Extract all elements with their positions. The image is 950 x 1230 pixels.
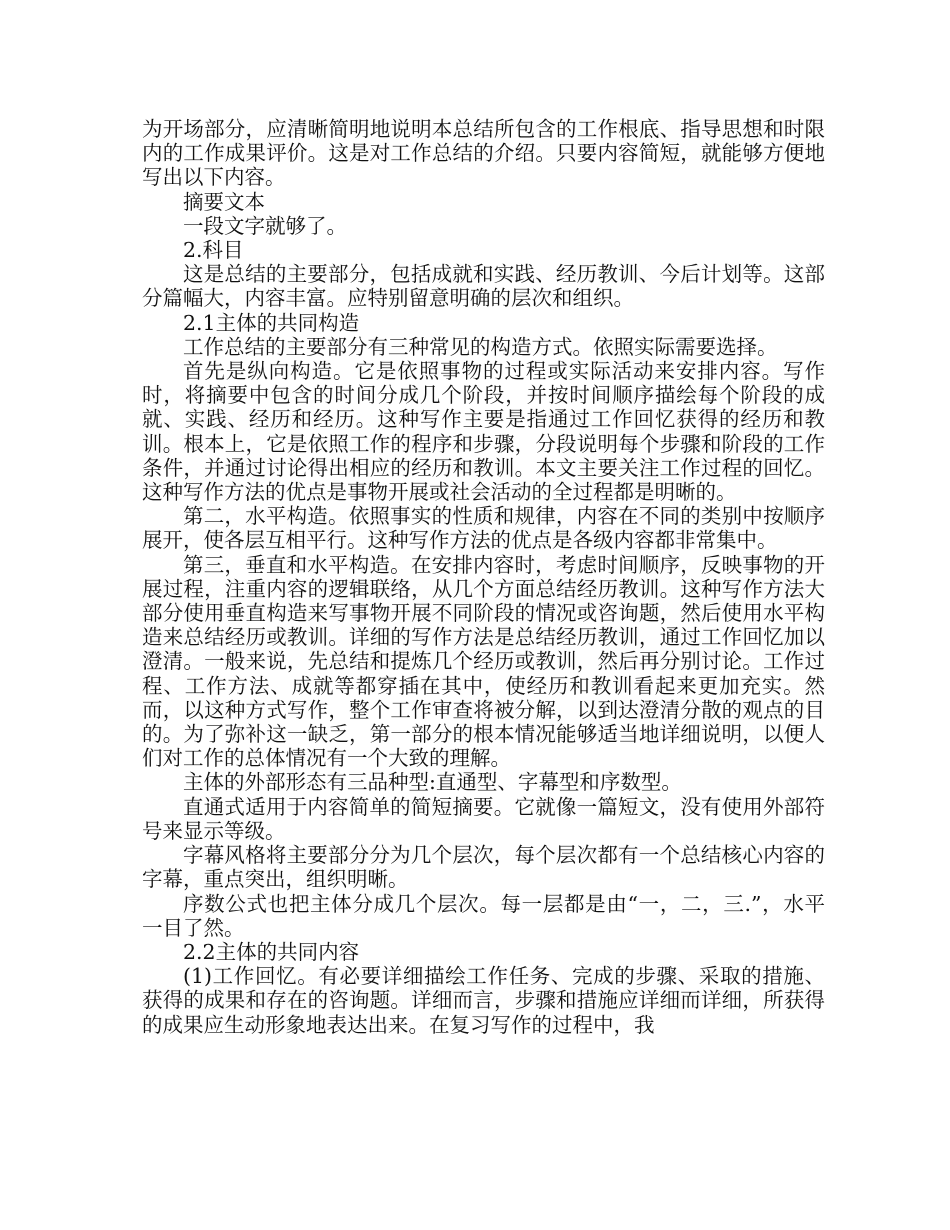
section-heading-common-structure: 2.1主体的共同构造 [183, 310, 360, 335]
paragraph-combined-structure: 第三，垂直和水平构造。在安排内容时，考虑时间顺序，反映事物的开展过程，注重内容的逻辑联络，从几个方面总结经历教训。这种写作方法大部分使用垂直构造来写事物开展不同阶段的情况或咨询题，然后使用水平构造来总结经历或教训。详细的写作方法是总结经历教训，通过工作回忆加以澄清。一般来说，先总结和提炼几个经历或教训，然后再分别讨论。工作过程、工作方法、成就等都穿插在其中，使经历和教训看起来更加充实。然而，以这种方式写作，整个工作审查将被分解，以到达澄清分散的观点的目的。为了弥补这一缺乏，第一部分的根本情况能够适当地详细说明，以便人们对工作的总体情况有一个大致的理解。 [142, 552, 825, 771]
paragraph-straight-type: 直通式适用于内容简单的简短摘要。它就像一篇短文，没有使用外部符号来显示等级。 [142, 794, 825, 843]
paragraph-subtitle-type: 字幕风格将主要部分分为几个层次，每个层次都有一个总结核心内容的字幕，重点突出，组织明晰。 [142, 843, 825, 892]
paragraph-subject-description: 这是总结的主要部分，包括成就和实践、经历教训、今后计划等。这部分篇幅大，内容丰富。应特别留意明确的层次和组织。 [142, 262, 825, 311]
paragraph-work-review: (1)工作回忆。有必要详细描绘工作任务、完成的步骤、采取的措施、获得的成果和存在的咨询题。详细而言，步骤和措施应详细而详细，所获得的成果应生动形象地表达出来。在复习写作的过程中，我 [142, 964, 825, 1037]
section-heading-subject: 2.科目 [183, 238, 244, 263]
paragraph-vertical-structure: 首先是纵向构造。它是依照事物的过程或实际活动来安排内容。写作时，将摘要中包含的时间分成几个阶段，并按时间顺序描绘每个阶段的成就、实践、经历和经历。这种写作主要是指通过工作回忆获得的经历和教训。根本上，它是依照工作的程序和步骤，分段说明每个步骤和阶段的工作条件，并通过讨论得出相应的经历和教训。本文主要关注工作过程的回忆。这种写作方法的优点是事物开展或社会活动的全过程都是明晰的。 [142, 359, 825, 505]
section-heading-common-content: 2.2主体的共同内容 [183, 939, 360, 964]
paragraph-ordinal-type: 序数公式也把主体分成几个层次。每一层都是由“一，二，三.”，水平一目了然。 [142, 891, 825, 940]
paragraph-abstract-label: 摘要文本 [183, 189, 265, 214]
paragraph-abstract-note: 一段文字就够了。 [183, 213, 347, 238]
paragraph-structure-intro: 工作总结的主要部分有三种常见的构造方式。依照实际需要选择。 [183, 334, 778, 359]
document-page [142, 117, 825, 1037]
paragraph-horizontal-structure: 第二，水平构造。依照事实的性质和规律，内容在不同的类别中按顺序展开，使各层互相平行。这种写作方法的优点是各级内容都非常集中。 [142, 504, 825, 553]
paragraph-external-forms: 主体的外部形态有三品种型:直通型、字幕型和序数型。 [183, 770, 682, 795]
paragraph-intro-continuation: 为开场部分，应清晰简明地说明本总结所包含的工作根底、指导思想和时限内的工作成果评价。这是对工作总结的介绍。只要内容简短，就能够方便地写出以下内容。 [142, 117, 825, 190]
